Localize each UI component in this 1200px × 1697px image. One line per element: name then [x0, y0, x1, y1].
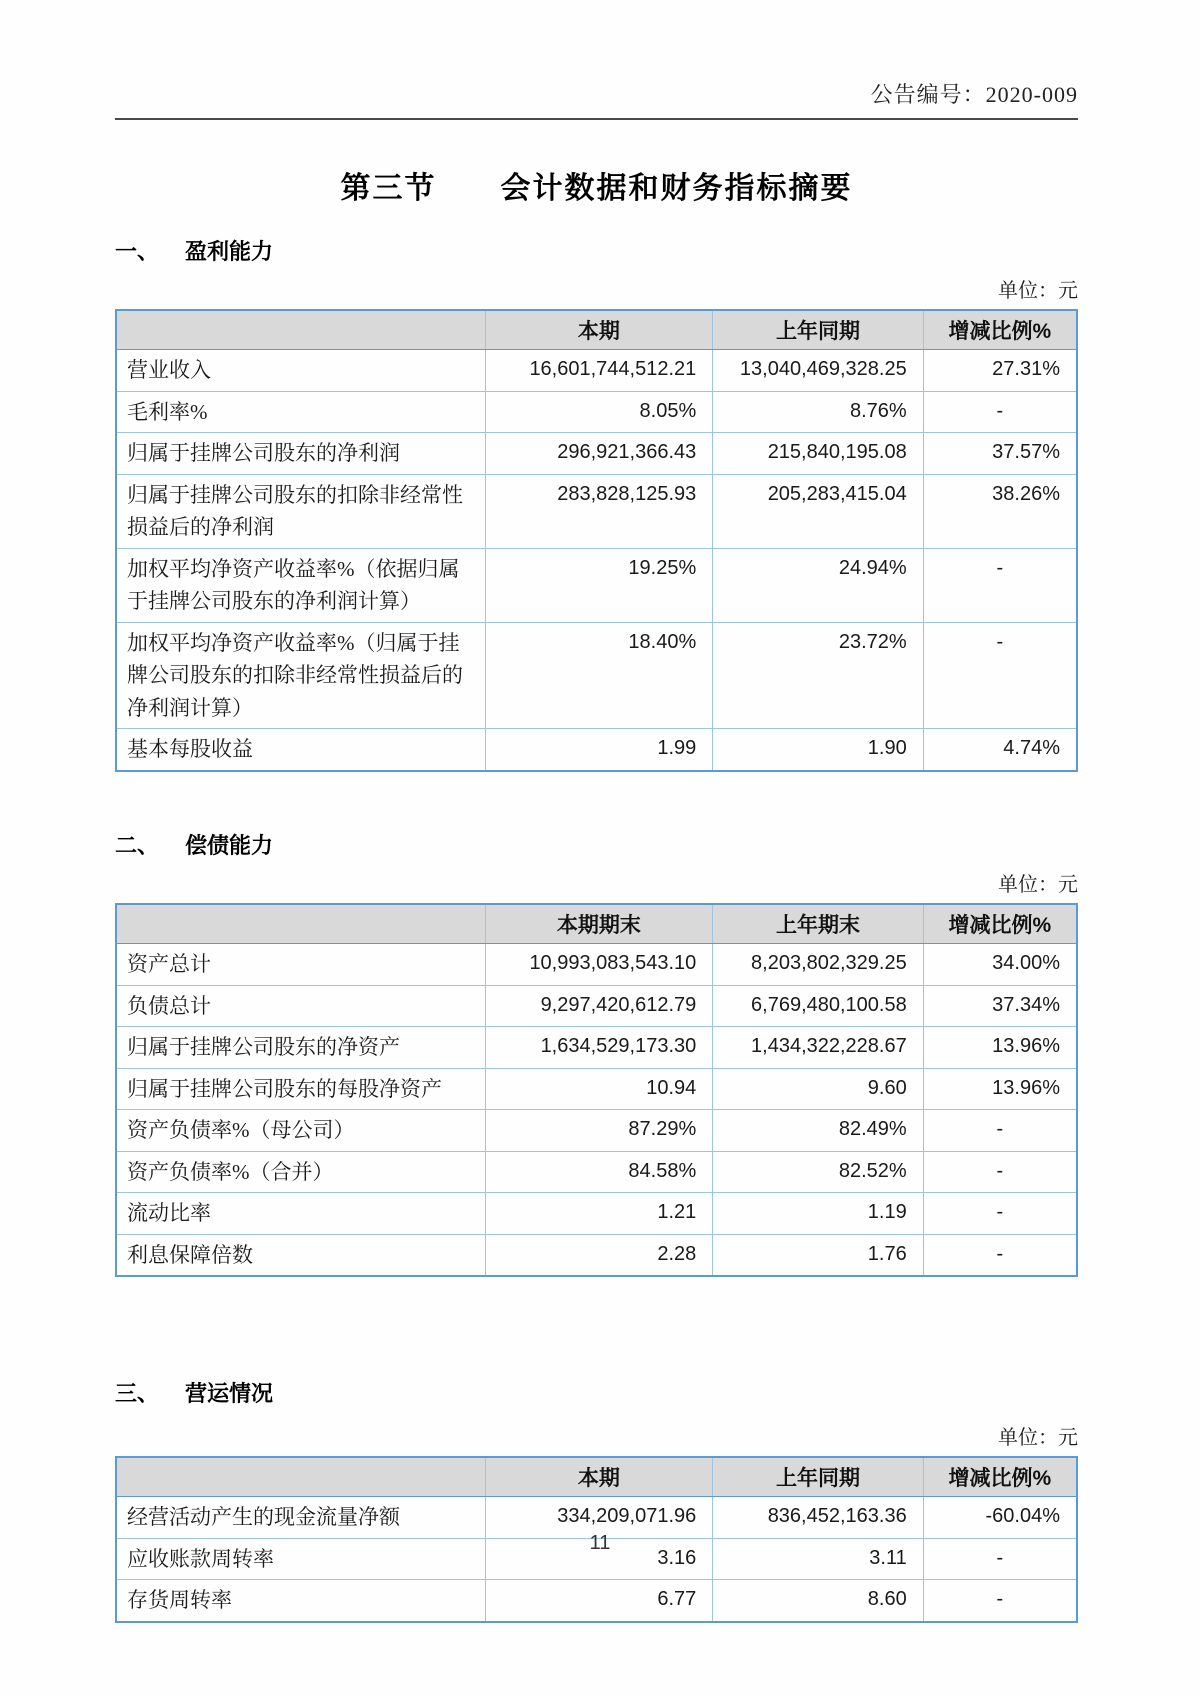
- column-header: 上年同期: [713, 310, 923, 350]
- cell-value: 19.25%: [485, 548, 713, 622]
- announcement-number: 公告编号：2020-009: [870, 82, 1078, 107]
- cell-value: -: [923, 1193, 1077, 1235]
- table-row: [116, 548, 1077, 622]
- unit-label: 单位：元: [998, 874, 1078, 897]
- cell-value: 836,452,163.36: [713, 1497, 923, 1539]
- cell-value: 34.00%: [923, 944, 1077, 986]
- row-label: 负债总计: [116, 985, 485, 1027]
- profitability-table: [115, 309, 1078, 772]
- cell-value: 205,283,415.04: [713, 474, 923, 548]
- table-row: [116, 1110, 1077, 1152]
- cell-value: -: [923, 548, 1077, 622]
- cell-value: 6,769,480,100.58: [713, 985, 923, 1027]
- table-header-row: [116, 310, 1077, 350]
- cell-value: 6.77: [485, 1580, 713, 1622]
- row-label: 应收账款周转率: [116, 1538, 485, 1580]
- cell-value: -60.04%: [923, 1497, 1077, 1539]
- table-row: [116, 350, 1077, 392]
- cell-value: 1.19: [713, 1193, 923, 1235]
- row-label: 营业收入: [116, 350, 485, 392]
- section-heading-profitability: [115, 235, 1078, 266]
- row-label: 加权平均净资产收益率%（依据归属于挂牌公司股东的净利润计算）: [116, 548, 485, 622]
- cell-value: 27.31%: [923, 350, 1077, 392]
- cell-value: 1,434,322,228.67: [713, 1027, 923, 1069]
- table-row: [116, 944, 1077, 986]
- table-row: [116, 1234, 1077, 1276]
- cell-value: 18.40%: [485, 622, 713, 729]
- table-row: [116, 985, 1077, 1027]
- page-title: 第三节 会计数据和财务指标摘要: [340, 172, 853, 205]
- table-row: [116, 1193, 1077, 1235]
- column-header: 增减比例%: [923, 1457, 1077, 1497]
- cell-value: 9.60: [713, 1068, 923, 1110]
- column-header: 增减比例%: [923, 310, 1077, 350]
- row-label: 归属于挂牌公司股东的每股净资产: [116, 1068, 485, 1110]
- table-header-row: [116, 904, 1077, 944]
- row-label: 毛利率%: [116, 391, 485, 433]
- cell-value: 1,634,529,173.30: [485, 1027, 713, 1069]
- section-heading-operations: [115, 1377, 1078, 1408]
- cell-value: 8.60: [713, 1580, 923, 1622]
- cell-value: 8,203,802,329.25: [713, 944, 923, 986]
- column-header: [116, 904, 485, 944]
- cell-value: 3.16: [485, 1538, 713, 1580]
- cell-value: 296,921,366.43: [485, 433, 713, 475]
- column-header: 增减比例%: [923, 904, 1077, 944]
- cell-value: -: [923, 1234, 1077, 1276]
- section-number: 一、: [115, 239, 160, 264]
- cell-value: 24.94%: [713, 548, 923, 622]
- row-label: 归属于挂牌公司股东的扣除非经常性损益后的净利润: [116, 474, 485, 548]
- cell-value: 10,993,083,543.10: [485, 944, 713, 986]
- cell-value: 1.21: [485, 1193, 713, 1235]
- section-title: 盈利能力: [185, 239, 274, 264]
- table-header-row: [116, 1457, 1077, 1497]
- section-heading-solvency: [115, 829, 1078, 860]
- cell-value: 283,828,125.93: [485, 474, 713, 548]
- cell-value: 13.96%: [923, 1068, 1077, 1110]
- cell-value: -: [923, 391, 1077, 433]
- cell-value: -: [923, 1538, 1077, 1580]
- cell-value: 16,601,744,512.21: [485, 350, 713, 392]
- table-row: [116, 474, 1077, 548]
- table-row: [116, 1151, 1077, 1193]
- cell-value: 1.99: [485, 729, 713, 771]
- row-label: 流动比率: [116, 1193, 485, 1235]
- cell-value: 13,040,469,328.25: [713, 350, 923, 392]
- column-header: 本期: [485, 1457, 713, 1497]
- column-header: 本期: [485, 310, 713, 350]
- cell-value: 334,209,071.96: [485, 1497, 713, 1539]
- section-title: 偿债能力: [185, 833, 274, 859]
- cell-value: 82.49%: [713, 1110, 923, 1152]
- cell-value: 82.52%: [713, 1151, 923, 1193]
- cell-value: 37.34%: [923, 985, 1077, 1027]
- row-label: 加权平均净资产收益率%（归属于挂牌公司股东的扣除非经常性损益后的净利润计算）: [116, 622, 485, 729]
- cell-value: 84.58%: [485, 1151, 713, 1193]
- row-label: 资产负债率%（合并）: [116, 1151, 485, 1193]
- cell-value: -: [923, 622, 1077, 729]
- table-row: [116, 1068, 1077, 1110]
- cell-value: 3.11: [713, 1538, 923, 1580]
- row-label: 基本每股收益: [116, 729, 485, 771]
- section-number: 二、: [115, 833, 160, 859]
- cell-value: 9,297,420,612.79: [485, 985, 713, 1027]
- column-header: 上年同期: [713, 1457, 923, 1497]
- table-row: [116, 1027, 1077, 1069]
- cell-value: -: [923, 1580, 1077, 1622]
- cell-value: 37.57%: [923, 433, 1077, 475]
- row-label: 资产负债率%（母公司）: [116, 1110, 485, 1152]
- cell-value: -: [923, 1110, 1077, 1152]
- cell-value: 4.74%: [923, 729, 1077, 771]
- row-label: 归属于挂牌公司股东的净利润: [116, 433, 485, 475]
- unit-label: 单位：元: [998, 280, 1078, 302]
- cell-value: 8.76%: [713, 391, 923, 433]
- cell-value: 87.29%: [485, 1110, 713, 1152]
- unit-label: 单位：元: [998, 1427, 1078, 1450]
- page-number: 11: [589, 1532, 611, 1554]
- row-label: 归属于挂牌公司股东的净资产: [116, 1027, 485, 1069]
- column-header: 本期期末: [485, 904, 713, 944]
- cell-value: 215,840,195.08: [713, 433, 923, 475]
- cell-value: 8.05%: [485, 391, 713, 433]
- table-row: [116, 391, 1077, 433]
- cell-value: 1.90: [713, 729, 923, 771]
- solvency-table: [115, 903, 1078, 1277]
- cell-value: -: [923, 1151, 1077, 1193]
- row-label: 资产总计: [116, 944, 485, 986]
- column-header: 上年期末: [713, 904, 923, 944]
- header-rule: [115, 118, 1078, 120]
- cell-value: 38.26%: [923, 474, 1077, 548]
- cell-value: 1.76: [713, 1234, 923, 1276]
- cell-value: 2.28: [485, 1234, 713, 1276]
- column-header: [116, 1457, 485, 1497]
- table-row: [116, 1580, 1077, 1622]
- column-header: [116, 310, 485, 350]
- cell-value: 13.96%: [923, 1027, 1077, 1069]
- cell-value: 23.72%: [713, 622, 923, 729]
- row-label: 存货周转率: [116, 1580, 485, 1622]
- section-number: 三、: [115, 1381, 160, 1407]
- row-label: 利息保障倍数: [116, 1234, 485, 1276]
- table-row: [116, 622, 1077, 729]
- table-row: [116, 729, 1077, 771]
- row-label: 经营活动产生的现金流量净额: [116, 1497, 485, 1539]
- section-title: 营运情况: [185, 1381, 274, 1407]
- cell-value: 10.94: [485, 1068, 713, 1110]
- table-row: [116, 433, 1077, 475]
